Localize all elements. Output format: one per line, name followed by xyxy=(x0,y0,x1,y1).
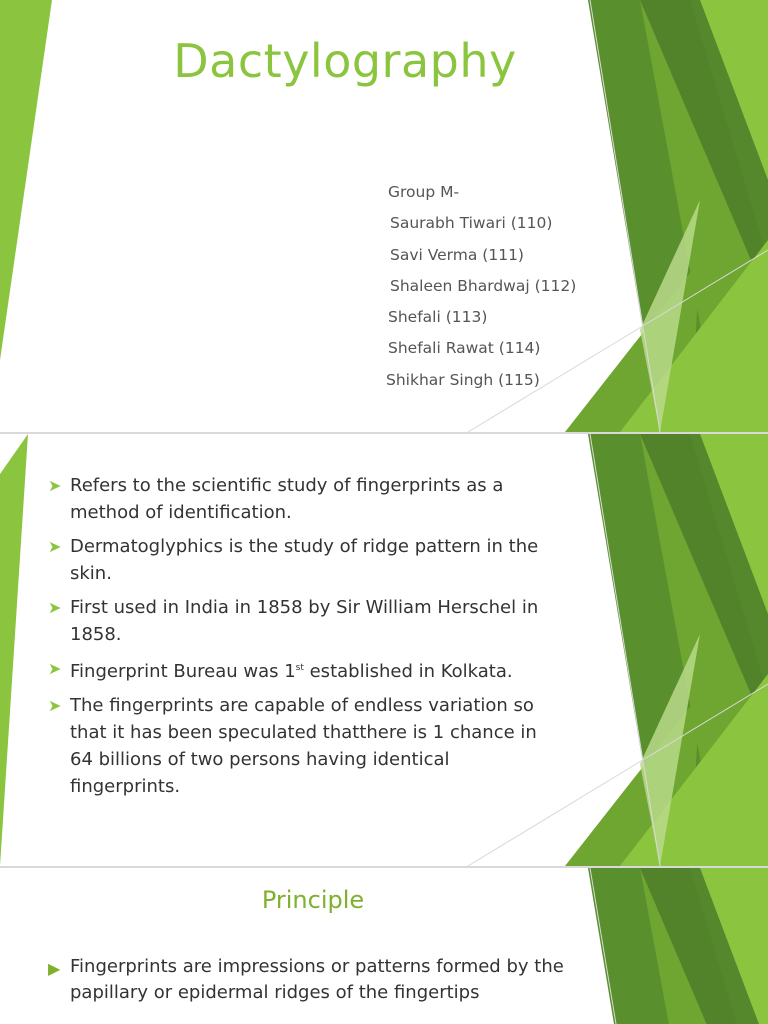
list-item xyxy=(48,692,548,800)
bullet-text: First used in India in 1858 by Sir William Herschel in 1858. xyxy=(70,597,539,645)
triangle-bullet-icon: ▶ xyxy=(48,959,61,978)
ordinal-superscript: st xyxy=(295,663,304,673)
arrow-bullet-icon: ➤ xyxy=(48,598,62,617)
arrow-bullet-icon: ➤ xyxy=(48,659,62,678)
principle-slide xyxy=(0,868,768,1024)
arrow-bullet-icon: ➤ xyxy=(48,537,62,556)
bullet-text: The fingerprints are capable of endless variation so that it has been speculated thatthere is 1 chance in 64 billions of two persons having identical fingerprints. xyxy=(70,695,537,797)
member-item: Savi Verma (111) xyxy=(390,245,524,264)
slide-title: Dactylography xyxy=(173,34,517,88)
member-item: Shefali Rawat (114) xyxy=(388,339,541,358)
bullet-text: Fingerprints are impressions or patterns formed by the papillary or epidermal ridges of the fingertips xyxy=(70,956,564,1003)
list-item xyxy=(48,954,568,1006)
group-label: Group M- xyxy=(388,183,460,201)
bullet-list xyxy=(48,954,568,1006)
group-member-list xyxy=(388,178,576,397)
list-item xyxy=(48,655,548,685)
bullet-text-part: established in Kolkata. xyxy=(303,661,513,682)
slide-heading: Principle xyxy=(261,886,365,914)
bullet-list xyxy=(48,472,548,807)
list-item xyxy=(48,472,548,526)
member-item: Shikhar Singh (115) xyxy=(386,370,540,389)
title-slide xyxy=(0,0,768,432)
bullet-text: Dermatoglyphics is the study of ridge pattern in the skin. xyxy=(70,536,539,584)
content-slide xyxy=(0,434,768,866)
arrow-bullet-icon: ➤ xyxy=(48,696,62,715)
bullet-text: Refers to the scientific study of fingerprints as a method of identification. xyxy=(70,475,504,523)
member-item: Saurabh Tiwari (110) xyxy=(390,214,553,233)
member-item: Shaleen Bhardwaj (112) xyxy=(390,276,577,295)
arrow-bullet-icon: ➤ xyxy=(48,476,62,495)
list-item xyxy=(48,594,548,648)
list-item xyxy=(48,533,548,587)
member-item: Shefali (113) xyxy=(388,308,488,327)
bullet-text-part: Fingerprint Bureau was 1 xyxy=(70,661,296,682)
